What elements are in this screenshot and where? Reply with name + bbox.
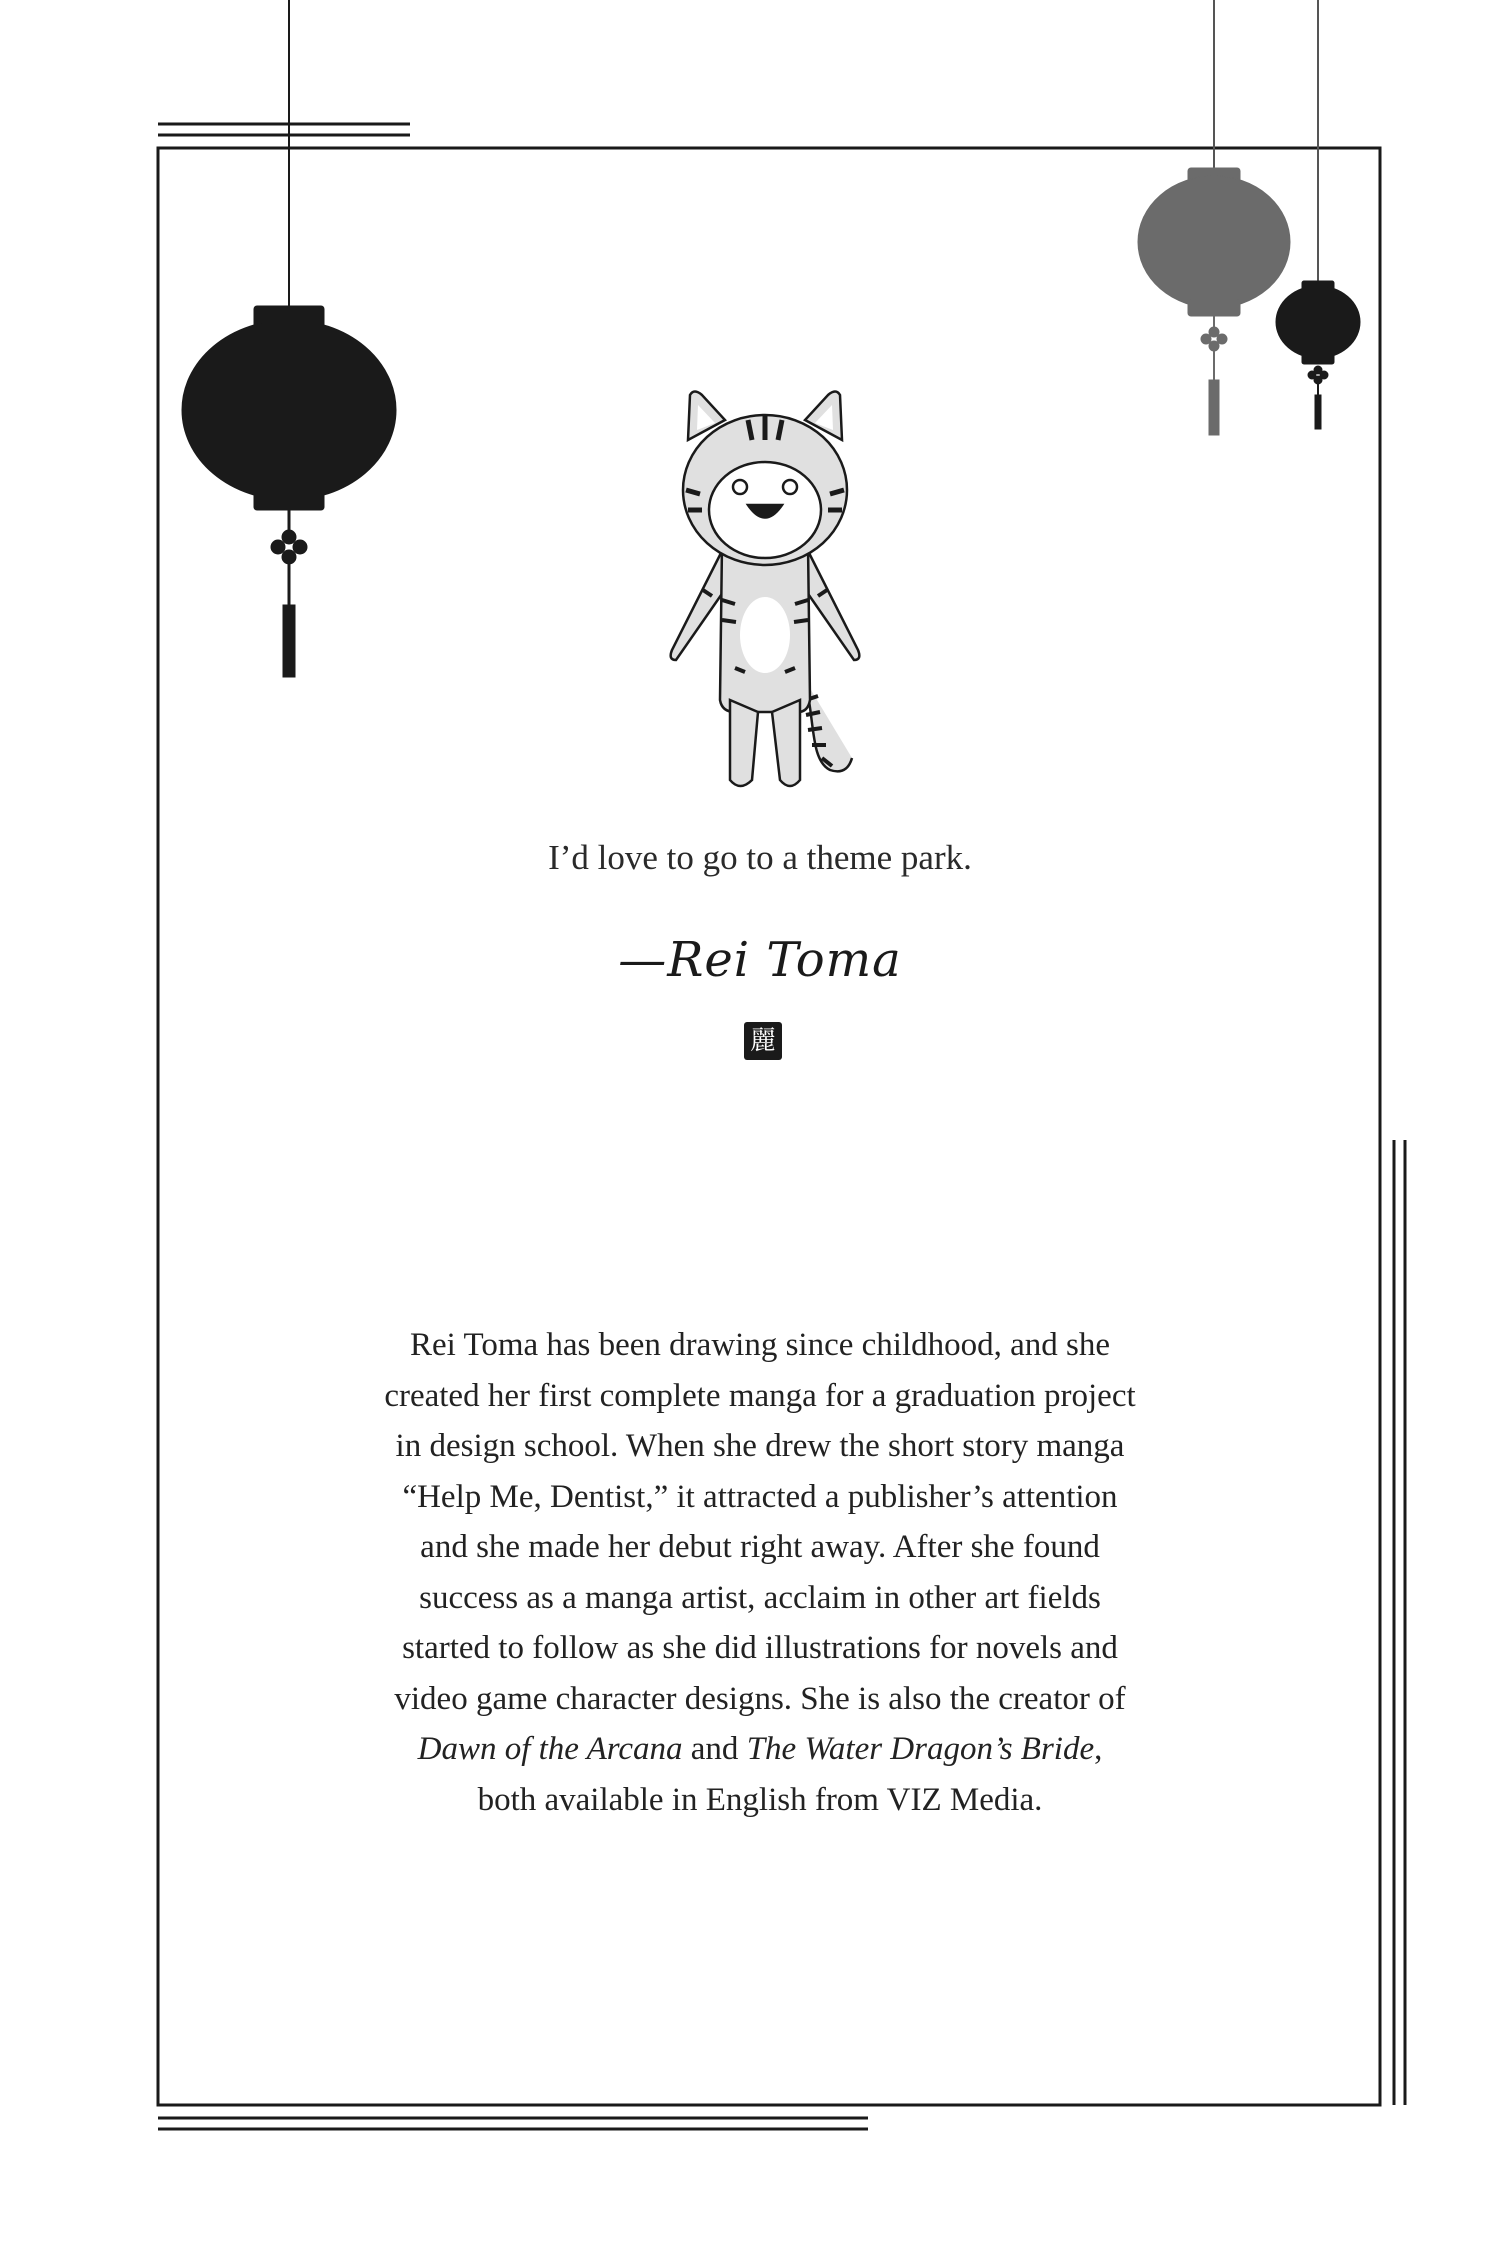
author-biography: [330, 1320, 1190, 1825]
bio-line: created her first complete manga for a graduation project: [384, 1377, 1136, 1414]
bottom-left-rule: [158, 2118, 868, 2129]
bio-line: “Help Me, Dentist,” it attracted a publisher’s attention: [402, 1478, 1118, 1515]
top-left-rule: [158, 124, 410, 135]
bio-line: video game character designs. She is also the creator of: [394, 1680, 1126, 1717]
bio-conjunction: and: [682, 1731, 747, 1767]
lantern-icon: [1276, 0, 1360, 429]
bio-line: in design school. When she drew the short story manga: [395, 1428, 1125, 1464]
bio-punctuation: ,: [1094, 1731, 1103, 1767]
bio-line: both available in English from VIZ Media.: [477, 1781, 1043, 1818]
book-title-dawn-of-the-arcana: Dawn of the Arcana: [417, 1731, 683, 1767]
author-seal-stamp: 麗: [744, 1022, 782, 1060]
book-title-water-dragons-bride: The Water Dragon’s Bride: [746, 1731, 1095, 1767]
bio-line: and she made her debut right away. After she found: [420, 1529, 1100, 1565]
bio-line: started to follow as she did illustrations for novels and: [402, 1630, 1118, 1666]
lantern-icon: [182, 0, 396, 677]
author-signature: —Rei Toma: [618, 932, 902, 988]
bio-line: Rei Toma has been drawing since childhood, and she: [410, 1327, 1110, 1363]
author-quote: I’d love to go to a theme park.: [548, 838, 972, 877]
tiger-mascot-illustration: [671, 392, 860, 787]
bio-line: success as a manga artist, acclaim in other art fields: [419, 1579, 1101, 1616]
bio-line-titles: [330, 1724, 1190, 1775]
right-vertical-rule: [1394, 1140, 1405, 2105]
lantern-icon: [1138, 0, 1290, 435]
